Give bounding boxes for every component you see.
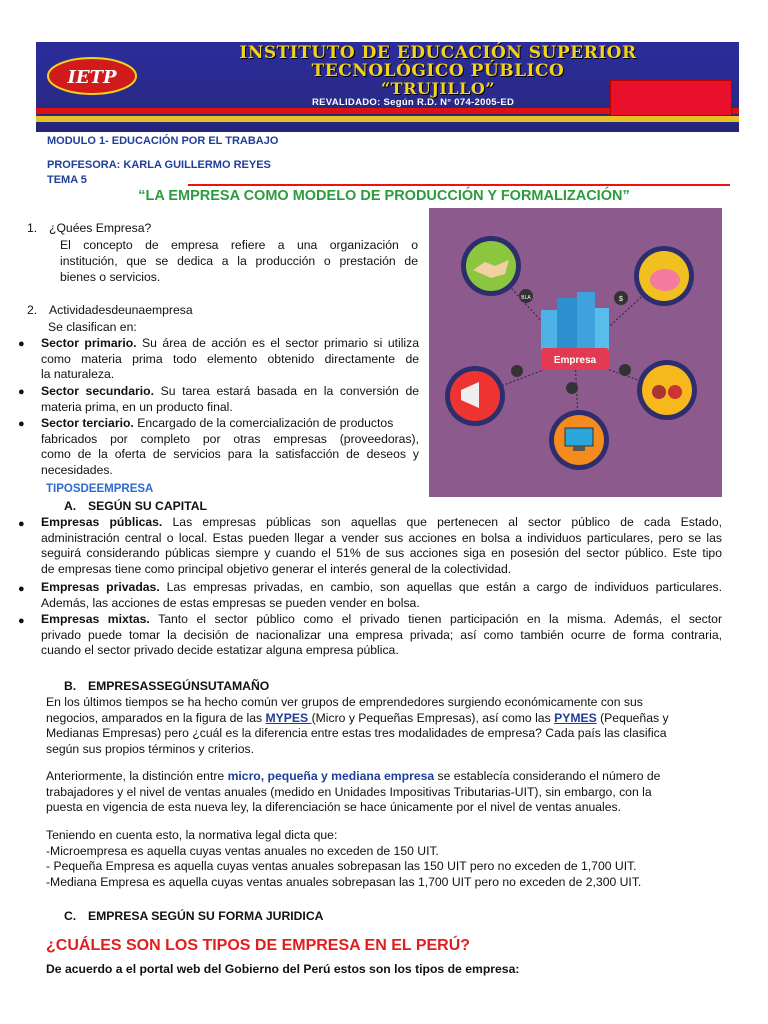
section1-number: 1. bbox=[27, 221, 38, 235]
svg-text:IETP: IETP bbox=[67, 67, 117, 88]
b-paragraph-1: En los últimos tiempos se ha hecho común ver grupos de emprendedores surgiendo económicamente con sus negocios, amparados en la figura de las MYPES (Micro y Pequeñas Empresas), así como las PYMES (Pequeñas y Medianas Empresas) pero ¿cuál es la diferencia entre estas tres modalidades de empresa? Cada país las clasifica según sus propios términos y criterios. bbox=[46, 695, 669, 756]
profesora-label: PROFESORA: KARLA GUILLERMO REYES bbox=[47, 159, 271, 171]
banner-line-3: “TRUJILLO” bbox=[380, 79, 496, 98]
peru-question-heading: ¿CUÁLES SON LOS TIPOS DE EMPRESA EN EL PERÚ? bbox=[46, 937, 471, 954]
banner-line-1: INSTITUTO DE EDUCACIÓN SUPERIOR bbox=[239, 43, 637, 63]
c-letter: C. bbox=[64, 909, 77, 923]
empresas-privadas: Empresas privadas. Las empresas privadas, en cambio, son aquellas que están a cargo de individuos particulares. Además, las acciones de estas empresas se pueden vender en bolsa. bbox=[41, 580, 722, 610]
empresa-diagram-icon bbox=[429, 208, 722, 497]
section2-intro: Se clasifican en: bbox=[48, 320, 137, 334]
institute-logo bbox=[44, 54, 140, 98]
empresa-illustration bbox=[429, 208, 722, 497]
tema-label: TEMA 5 bbox=[47, 174, 87, 186]
b-letter: B. bbox=[64, 679, 77, 693]
a-letter: A. bbox=[64, 499, 77, 513]
b-paragraph-3: Teniendo en cuenta esto, la normativa legal dicta que: -Microempresa es aquella cuyas ventas anuales no exceden de 150 UIT. - Pequeña Empresa es aquella cuyas ventas anuales sobrepasan las 150 UIT pero no exceden de 1,700 UIT. -Mediana Empresa es aquella cuyas ventas anuales sobrepasan las 1,700 UIT pero no exceden de 2,300 UIT. bbox=[46, 828, 642, 889]
svg-text:BLA: BLA bbox=[521, 295, 531, 301]
page-title: “LA EMPRESA COMO MODELO DE PRODUCCIÓN Y FORMALIZACIÓN” bbox=[138, 188, 630, 204]
c-heading: EMPRESA SEGÚN SU FORMA JURIDICA bbox=[88, 909, 324, 923]
a-heading: SEGÚN SU CAPITAL bbox=[88, 499, 207, 513]
section2-heading: Actividadesdeunaempresa bbox=[49, 303, 193, 317]
mypes-link[interactable]: MYPES bbox=[265, 710, 312, 725]
section1-body-line2: institución, que se dedica a la producción o prestación de bbox=[60, 254, 418, 268]
empresas-mixtas: Empresas mixtas. Tanto el sector público como el privado tienen participación en la misma. Además, el sector privado puede tomar la decisión de nacionalizar una empresa privada; así como también ocurre de forma contraria, cuando el sector privado decide estatizar alguna empresa pública. bbox=[41, 612, 723, 658]
bullet-icon: ● bbox=[18, 615, 25, 627]
modulo-label: MODULO 1- EDUCACIÓN POR EL TRABAJO bbox=[47, 135, 279, 147]
empresas-publicas: Empresas públicas. Las empresas públicas son aquellas que pertenecen al sector público de cada Estado, administración central o local. Estas pueden llegar a vender sus acciones en bolsa a individuos particulares, pero se las seguirá considerando públicas siempre y cuando el 51% de sus acciones siga en posesión del sector público. Este tipo de empresas tiene como principal objetivo generar el interés general de la colectividad. bbox=[41, 515, 722, 576]
b-heading: EMPRESASSEGÚNSUTAMAÑO bbox=[88, 679, 270, 693]
peru-intro: De acuerdo a el portal web del Gobierno del Perú estos son los tipos de empresa: bbox=[46, 962, 520, 976]
b-paragraph-2: Anteriormente, la distinción entre micro, pequeña y mediana empresa se establecía considerando el número de trabajadores y el nivel de ventas anuales (medido en Unidades Impositivas Tributarias-UIT), sin embargo, con la puesta en vigencia de esta nueva ley, la diferenciación se hace únicamente por el nivel de ventas anuales. bbox=[46, 769, 661, 815]
bullet-icon: ● bbox=[18, 583, 25, 595]
sector-primario: Sector primario. Su área de acción es el sector primario si utiliza como materia prima todo elemento obtenido directamente de la naturaleza. bbox=[41, 336, 419, 382]
banner-red-box bbox=[610, 80, 732, 116]
banner-line-2: TECNOLÓGICO PÚBLICO bbox=[311, 61, 565, 81]
sector-secundario: Sector secundario. Su tarea estará basada en la conversión de materia prima, en un producto final. bbox=[41, 384, 419, 414]
bullet-icon: ● bbox=[18, 386, 25, 398]
section2-number: 2. bbox=[27, 303, 38, 317]
bullet-icon: ● bbox=[18, 338, 25, 350]
institute-banner bbox=[36, 42, 739, 132]
title-divider bbox=[188, 184, 730, 186]
svg-text:$: $ bbox=[619, 296, 623, 303]
section1-heading: ¿Quées Empresa? bbox=[49, 221, 152, 235]
bullet-icon: ● bbox=[18, 518, 25, 530]
svg-text:Empresa: Empresa bbox=[553, 355, 597, 366]
sector-terciario: Sector terciario. Encargado de la comercialización de productos fabricados por completo por otras empresas (proveedoras), como de la oferta de servicios para la satisfacción de deseos y necesidades. bbox=[41, 416, 419, 477]
banner-revalidado: REVALIDADO: Según R.D. N° 074-2005-ED bbox=[312, 97, 515, 108]
tipos-heading: TIPOSDEEMPRESA bbox=[46, 483, 154, 495]
bullet-icon: ● bbox=[18, 418, 25, 430]
banner-yellow-stripe bbox=[36, 116, 739, 122]
section1-body-line3: bienes o servicios. bbox=[60, 270, 161, 284]
pymes-link[interactable]: PYMES bbox=[554, 710, 597, 725]
section1-body-line1: El concepto de empresa refiere a una organización o bbox=[60, 238, 418, 252]
